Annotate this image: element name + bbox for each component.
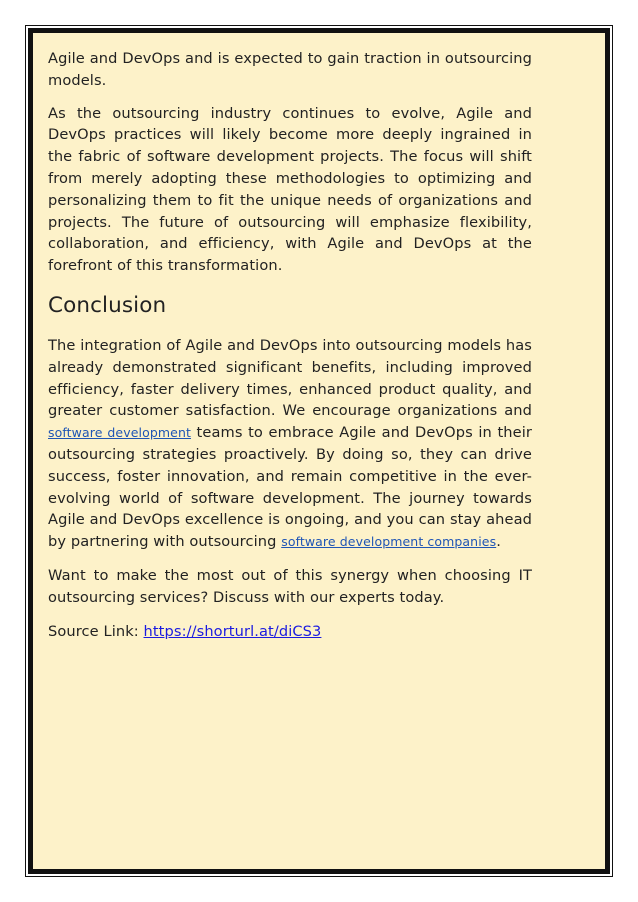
paragraph-conclusion — [48, 335, 532, 553]
conclusion-heading: Conclusion — [48, 292, 167, 318]
paragraph-call-to-action: Want to make the most out of this synergy when choosing IT outsourcing services? Discuss with our experts today. — [48, 566, 532, 606]
source-line — [48, 621, 532, 643]
conclusion-text-b: teams to embrace Agile and DevOps in their outsourcing strategies proactively. By doing so, they can drive success, foster innovation, and remain competitive in the ever-evolving world of software development. The journey towards Agile and DevOps excellence is ongoing, and you can stay ahead by partnering with outsourcing — [48, 424, 532, 551]
conclusion-text-c: . — [496, 533, 501, 551]
document-body — [48, 48, 532, 654]
source-label: Source Link: — [48, 622, 144, 640]
conclusion-text-a: The integration of Agile and DevOps into outsourcing models has already demonstrated significant benefits, including improved efficiency, faster delivery times, enhanced product quality, and greater customer satisfaction. We encourage organizations and — [48, 336, 532, 420]
paragraph-intro-continued: Agile and DevOps and is expected to gain traction in outsourcing models. — [48, 50, 532, 89]
source-link[interactable]: https://shorturl.at/diCS3 — [143, 622, 322, 640]
software-development-companies-link[interactable]: software development companies — [281, 534, 497, 550]
paragraph-future-outlook: As the outsourcing industry continues to evolve, Agile and DevOps practices will likely become more deeply ingrained in the fabric of software development projects. The focus will shift from merely adopting these methodologies to optimizing and personalizing them to fit the unique needs of organizations and projects. The future of outsourcing will emphasize flexibility, collaboration, and efficiency, with Agile and DevOps at the forefront of this transformation. — [48, 104, 532, 275]
software-development-link[interactable]: software development — [48, 425, 191, 441]
